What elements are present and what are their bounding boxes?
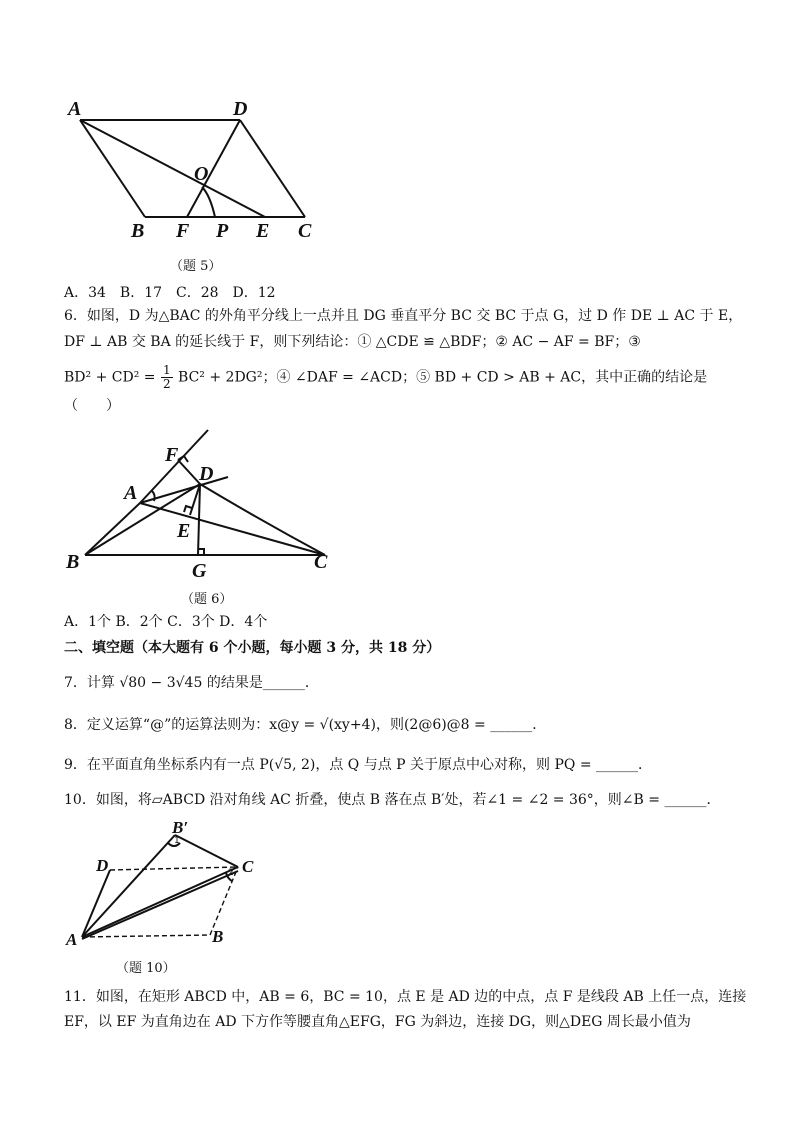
q6-line3-b: BC² + 2DG²；④ ∠DAF = ∠ACD；⑤ BD + CD > AB + AC，其中正确的结论是 bbox=[178, 369, 708, 386]
q11-line1: 11．如图，在矩形 ABCD 中，AB = 6，BC = 10，点 E 是 AD 边的中点，点 F 是线段 AB 上任一点，连接 bbox=[64, 989, 747, 1005]
fig6-label-G: G bbox=[192, 560, 207, 582]
fig10-caption: （题 10） bbox=[116, 961, 176, 976]
q5-options: A．34 B．17 C．28 D．12 bbox=[64, 285, 276, 301]
fig10-label-A: A bbox=[66, 930, 78, 949]
fig5-label-O: O bbox=[194, 163, 209, 185]
q11-line2: EF，以 EF 为直角边在 AD 下方作等腰直角△EFG，FG 为斜边，连接 DG，则△DEG 周长最小值为 bbox=[64, 1014, 691, 1030]
fig5-label-A: A bbox=[68, 98, 82, 120]
fig5-caption: （题 5） bbox=[170, 259, 222, 274]
q6-line3 bbox=[64, 364, 707, 391]
q7: 7．计算 √80 − 3√45 的结果是______． bbox=[64, 675, 319, 691]
fig6-label-A: A bbox=[124, 482, 138, 504]
fig10-angle-2: 2 bbox=[228, 868, 234, 878]
fig10-label-D: D bbox=[96, 856, 109, 875]
fig6-label-F: F bbox=[165, 444, 179, 466]
fig5-label-C: C bbox=[298, 220, 312, 242]
fig6-caption: （题 6） bbox=[181, 592, 233, 607]
q6-fraction bbox=[161, 364, 173, 391]
fig10-label-C: C bbox=[242, 857, 254, 876]
fig6-label-B: B bbox=[66, 551, 80, 573]
q6-line3-a: BD² + CD² = bbox=[64, 369, 160, 386]
figure-6 bbox=[70, 425, 340, 575]
q6-options: A．1个 B．2个 C．3个 D．4个 bbox=[64, 614, 268, 630]
fig6-label-D: D bbox=[199, 463, 214, 485]
figure-10 bbox=[70, 815, 270, 950]
q6-line1: 6．如图，D 为△BAC 的外角平分线上一点并且 DG 垂直平分 BC 交 BC 于点 G，过 D 作 DE ⊥ AC 于 E， bbox=[64, 308, 743, 324]
fig5-label-F: F bbox=[176, 220, 190, 242]
fig5-label-P: P bbox=[216, 220, 229, 242]
fig10-label-B-prime: B′ bbox=[172, 818, 189, 837]
q6-fraction-den: 2 bbox=[162, 377, 171, 391]
q9: 9．在平面直角坐标系内有一点 P(√5, 2)，点 Q 与点 P 关于原点中心对称，则 PQ = ______． bbox=[64, 757, 653, 773]
section-2-heading: 二、填空题（本大题有 6 个小题，每小题 3 分，共 18 分） bbox=[64, 640, 441, 656]
fig6-label-C: C bbox=[314, 551, 328, 573]
fig5-label-B: B bbox=[131, 220, 145, 242]
fig10-label-B: B bbox=[212, 927, 224, 946]
fig6-label-E: E bbox=[177, 520, 191, 542]
fig10-angle-1: 1 bbox=[174, 836, 180, 846]
fig5-label-E: E bbox=[256, 220, 270, 242]
q6-line4: （ ） bbox=[64, 398, 120, 414]
q10: 10．如图，将▱ABCD 沿对角线 AC 折叠，使点 B 落在点 B′处，若∠1 = ∠2 = 36°，则∠B = ______． bbox=[64, 792, 721, 808]
fig5-label-D: D bbox=[233, 98, 248, 120]
q6-line2: DF ⊥ AB 交 BA 的延长线于 F，则下列结论：① △CDE ≌ △BDF；② AC − AF = BF；③ bbox=[64, 334, 641, 350]
q6-fraction-num: 1 bbox=[162, 363, 171, 377]
q8: 8．定义运算“@”的运算法则为：x@y = √(xy+4)，则(2@6)@8 = ______． bbox=[64, 717, 547, 733]
